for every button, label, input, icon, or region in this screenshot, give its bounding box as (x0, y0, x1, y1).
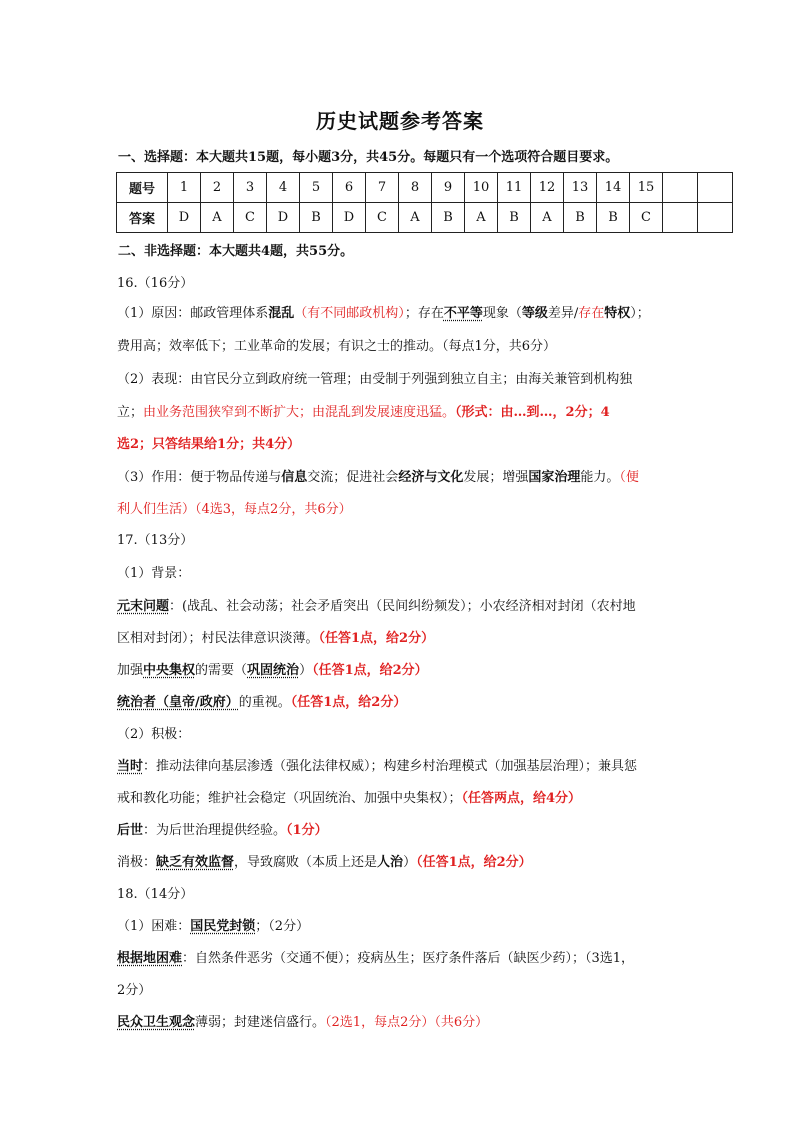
key-term: 等级 (521, 306, 548, 321)
answer-cell: A (465, 203, 498, 233)
key-term: 特权 (604, 306, 631, 321)
q17-number: 17.（13分） (117, 533, 194, 548)
text: 区相对封闭）；村民法律意识淡薄。 (117, 631, 319, 646)
answer-cell: B (564, 203, 597, 233)
text: ） (299, 663, 313, 678)
q17-line1 (117, 599, 687, 615)
text: ：自然条件恶劣（交通不便）；疫病丛生；医疗条件落后（缺医少药）；（3选1， (182, 951, 635, 966)
text: （1）原因：邮政管理体系 (117, 306, 269, 321)
question-number-cell: 14 (597, 173, 630, 203)
empty-cell (663, 203, 698, 233)
answer-cell: D (333, 203, 366, 233)
question-number-cell: 13 (564, 173, 597, 203)
q16-part3-line2 (117, 502, 687, 518)
question-number-cell: 12 (531, 173, 564, 203)
question-number-cell: 11 (498, 173, 531, 203)
answer-cell: A (531, 203, 564, 233)
scoring-note: （形式：由…到…，2分；4 (455, 405, 610, 420)
answer-cell: D (168, 203, 201, 233)
text: ） (403, 855, 417, 870)
key-term: 混乱 (268, 306, 295, 321)
text: 的重视。 (238, 695, 291, 710)
text: （1）困难： (117, 919, 191, 934)
red-note: 由业务范围狭窄到不断扩大；由混乱到发展速度迅猛。 (143, 405, 456, 420)
text: 消极： (117, 855, 157, 870)
answer-cell: C (630, 203, 663, 233)
text: 发展；增强 (463, 470, 529, 485)
q18-line1 (117, 919, 687, 935)
question-number-cell: 6 (333, 173, 366, 203)
key-term: 经济与文化 (398, 470, 464, 485)
text: ；（2分） (255, 919, 310, 934)
key-term: 缺乏有效监督 (156, 855, 235, 870)
empty-cell (698, 203, 733, 233)
scoring-note: （1分） (286, 823, 328, 838)
key-term: 不平等 (443, 306, 483, 321)
red-note: （便 (619, 470, 639, 485)
q17-background-label: （1）背景： (117, 566, 191, 581)
question-number-cell: 2 (201, 173, 234, 203)
question-number-cell: 10 (465, 173, 498, 203)
key-term: 当时 (117, 759, 144, 774)
key-term: 后世 (117, 823, 144, 838)
key-term: 巩固统治 (247, 663, 300, 678)
key-term: 根据地困难 (117, 951, 183, 966)
text: ：为后世治理提供经验。 (143, 823, 287, 838)
question-number-cell: 5 (300, 173, 333, 203)
red-note: 利人们生活 (117, 502, 183, 517)
question-number-cell: 1 (168, 173, 201, 203)
answer-cell: C (234, 203, 267, 233)
answer-cell: B (597, 203, 630, 233)
answer-cell: B (432, 203, 465, 233)
scoring-note: （任答两点，给4分） (461, 791, 582, 806)
text: ）； (630, 306, 650, 321)
text: 戒和教化功能；维护社会稳定（巩固统治、加强中央集权）； (117, 791, 462, 806)
answer-table (116, 172, 733, 233)
text: 能力。 (580, 470, 620, 485)
q16-number: 16.（16分） (117, 276, 194, 291)
empty-cell (698, 173, 733, 203)
row-label-question: 题号 (117, 173, 168, 203)
q18-line3: 2分） (117, 983, 152, 998)
q16-part1-line1 (117, 306, 687, 322)
key-term: 国家治理 (528, 470, 581, 485)
scoring-note: （任答1点，给2分） (416, 855, 532, 870)
text: （3）作用：便于物品传递与 (117, 470, 282, 485)
scoring-note: ）（4选3，每点2分，共6分） (182, 502, 352, 517)
q17-line6 (117, 791, 687, 807)
q16-part2-line2 (117, 405, 687, 421)
q16-part2-line3: 选2；只答结果给1分；共4分） (117, 437, 301, 452)
text: ，导致腐败（本质上还是 (234, 855, 378, 870)
key-term: 中央集权 (143, 663, 196, 678)
q17-line4 (117, 695, 687, 711)
table-row-numbers (117, 173, 733, 203)
text: 加强 (117, 663, 144, 678)
red-note: 存在 (578, 306, 605, 321)
question-number-cell: 7 (366, 173, 399, 203)
answer-cell: B (498, 203, 531, 233)
question-number-cell: 4 (267, 173, 300, 203)
row-label-answer: 答案 (117, 203, 168, 233)
scoring-note: （任答1点，给2分） (290, 695, 407, 710)
key-term: 民众卫生观念 (117, 1015, 196, 1030)
question-number-cell: 9 (432, 173, 465, 203)
q18-line4 (117, 1015, 687, 1031)
q17-line5 (117, 759, 687, 775)
text: ：(战乱、社会动荡；社会矛盾突出（民间纠纷频发）；小农经济相对封闭（农村地 (169, 599, 636, 614)
text: 薄弱；封建迷信盛行。 (195, 1015, 326, 1030)
section1-heading: 一、选择题：本大题共15题，每小题3分，共45分。每题只有一个选项符合题目要求。 (118, 150, 619, 165)
q17-line2 (117, 631, 687, 647)
text: ：推动法律向基层渗透（强化法律权威）；构建乡村治理模式（加强基层治理）；兼具惩 (143, 759, 638, 774)
q17-line7 (117, 823, 687, 839)
text: 交流；促进社会 (307, 470, 399, 485)
scoring-note: （任答1点，给2分） (312, 663, 428, 678)
key-term: 信息 (281, 470, 308, 485)
answer-cell: D (267, 203, 300, 233)
q18-number: 18.（14分） (117, 887, 194, 902)
q18-line2 (117, 951, 687, 967)
key-term: 统治者（皇帝/政府） (117, 695, 239, 710)
q16-part1-line2: 费用高；效率低下；工业革命的发展；有识之士的推动。（每点1分，共6分） (117, 339, 557, 354)
scoring-note: （2选1，每点2分）（共6分） (325, 1015, 489, 1030)
q17-positive-label: （2）积极： (117, 727, 191, 742)
page-title: 历史试题参考答案 (316, 109, 484, 133)
question-number-cell: 15 (630, 173, 663, 203)
question-number-cell: 3 (234, 173, 267, 203)
text: 现象（ (482, 306, 522, 321)
text: ；存在 (404, 306, 444, 321)
q16-part2-line1: （2）表现：由官民分立到政府统一管理；由受制于列强到独立自主；由海关兼管到机构独 (117, 372, 633, 387)
answer-cell: A (201, 203, 234, 233)
q16-part3-line1 (117, 470, 687, 486)
empty-cell (663, 173, 698, 203)
key-term: 元末问题 (117, 599, 170, 614)
scoring-note: （任答1点，给2分） (318, 631, 435, 646)
section2-heading: 二、非选择题：本大题共4题，共55分。 (118, 244, 354, 259)
table-row-answers (117, 203, 733, 233)
answer-cell: B (300, 203, 333, 233)
q17-line3 (117, 663, 687, 679)
question-number-cell: 8 (399, 173, 432, 203)
key-term: 国民党封锁 (190, 919, 256, 934)
red-note: （有不同邮政机构） (294, 306, 405, 321)
text: 立； (117, 405, 144, 420)
answer-cell: A (399, 203, 432, 233)
text: 的需要（ (195, 663, 248, 678)
text: 差异/ (547, 306, 579, 321)
q17-line8 (117, 855, 687, 871)
key-term: 人治 (377, 855, 404, 870)
answer-cell: C (366, 203, 399, 233)
